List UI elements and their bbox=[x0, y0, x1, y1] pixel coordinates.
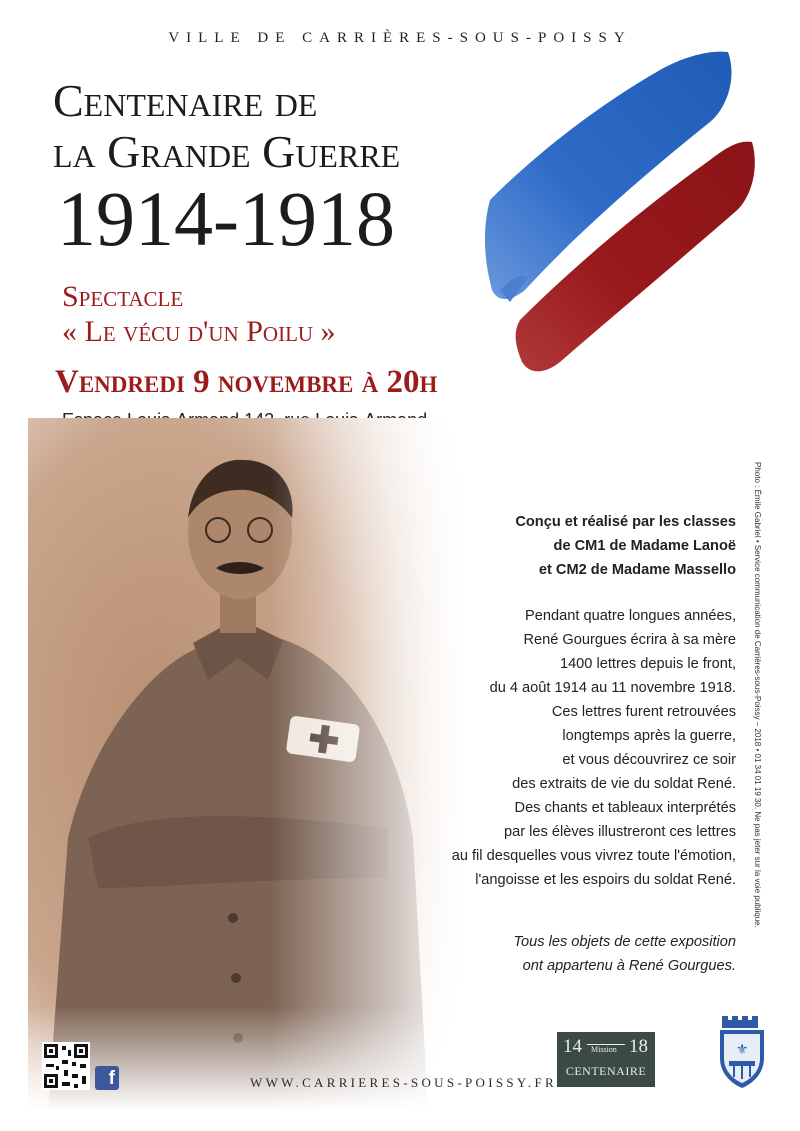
logo-year-end: 18 bbox=[629, 1036, 648, 1057]
event-date: Vendredi 9 novembre à 20h bbox=[55, 364, 438, 400]
logo-year-start: 14 bbox=[563, 1036, 582, 1057]
intro-text bbox=[515, 510, 736, 582]
story-line: au fil desquelles vous vivrez toute l'émotion, bbox=[451, 848, 736, 864]
intro-line: de CM1 de Madame Lanoë bbox=[553, 538, 736, 554]
coat-of-arms-icon bbox=[712, 1010, 772, 1090]
story-line: du 4 août 1914 au 11 novembre 1918. bbox=[489, 680, 736, 696]
story-line: Ces lettres furent retrouvées bbox=[551, 704, 736, 720]
story-line: René Gourgues écrira à sa mère bbox=[523, 632, 736, 648]
story-line: longtemps après la guerre, bbox=[562, 728, 736, 744]
story-line: et vous découvrirez ce soir bbox=[562, 752, 736, 768]
city-header: VILLE DE CARRIÈRES-SOUS-POISSY bbox=[168, 30, 632, 46]
title-years: 1914-1918 bbox=[57, 175, 395, 262]
story-line: l'angoisse et les espoirs du soldat René. bbox=[475, 872, 736, 888]
story-line: Pendant quatre longues années, bbox=[525, 608, 736, 624]
event-name: « Le vécu d'un Poilu » bbox=[62, 315, 336, 348]
story-text bbox=[452, 604, 736, 892]
facebook-glyph: f bbox=[108, 1068, 115, 1089]
tricolor-brush-decoration bbox=[470, 40, 770, 380]
closing-line: Tous les objets de cette exposition bbox=[513, 934, 736, 950]
story-line: 1400 lettres depuis le front, bbox=[559, 656, 736, 672]
intro-line: et CM2 de Madame Massello bbox=[538, 562, 736, 578]
story-line: Des chants et tableaux interprétés bbox=[514, 800, 736, 816]
qr-code[interactable] bbox=[42, 1042, 90, 1090]
website-link[interactable]: WWW.CARRIERES-SOUS-POISSY.FR bbox=[250, 1075, 557, 1090]
intro-line: Conçu et réalisé par les classes bbox=[515, 514, 736, 530]
logo-rule bbox=[587, 1044, 625, 1045]
facebook-icon[interactable] bbox=[95, 1066, 119, 1090]
title-line-1: Centenaire de bbox=[53, 75, 318, 126]
story-line: des extraits de vie du soldat René. bbox=[512, 776, 736, 792]
closing-text bbox=[513, 930, 736, 978]
photo-credits bbox=[746, 462, 762, 962]
soldier-photo bbox=[28, 418, 468, 1110]
event-kind: Spectacle bbox=[62, 280, 184, 313]
svg-text:⚜: ⚜ bbox=[735, 1042, 749, 1058]
logo-label: CENTENAIRE bbox=[565, 1064, 647, 1078]
closing-line: ont appartenu à René Gourgues. bbox=[522, 958, 736, 974]
logo-mission: Mission bbox=[591, 1045, 617, 1054]
story-line: par les élèves illustreront ces lettres bbox=[504, 824, 736, 840]
mission-centenaire-logo bbox=[557, 1032, 655, 1087]
title-line-2: la Grande Guerre bbox=[53, 126, 401, 177]
credits-text: Photo : Émile Gabriel • Service communication de Carrières-sous-Poissy – 2018 • 01 34 01 19 30. Ne pas jeter sur la voie publique. bbox=[753, 462, 762, 928]
